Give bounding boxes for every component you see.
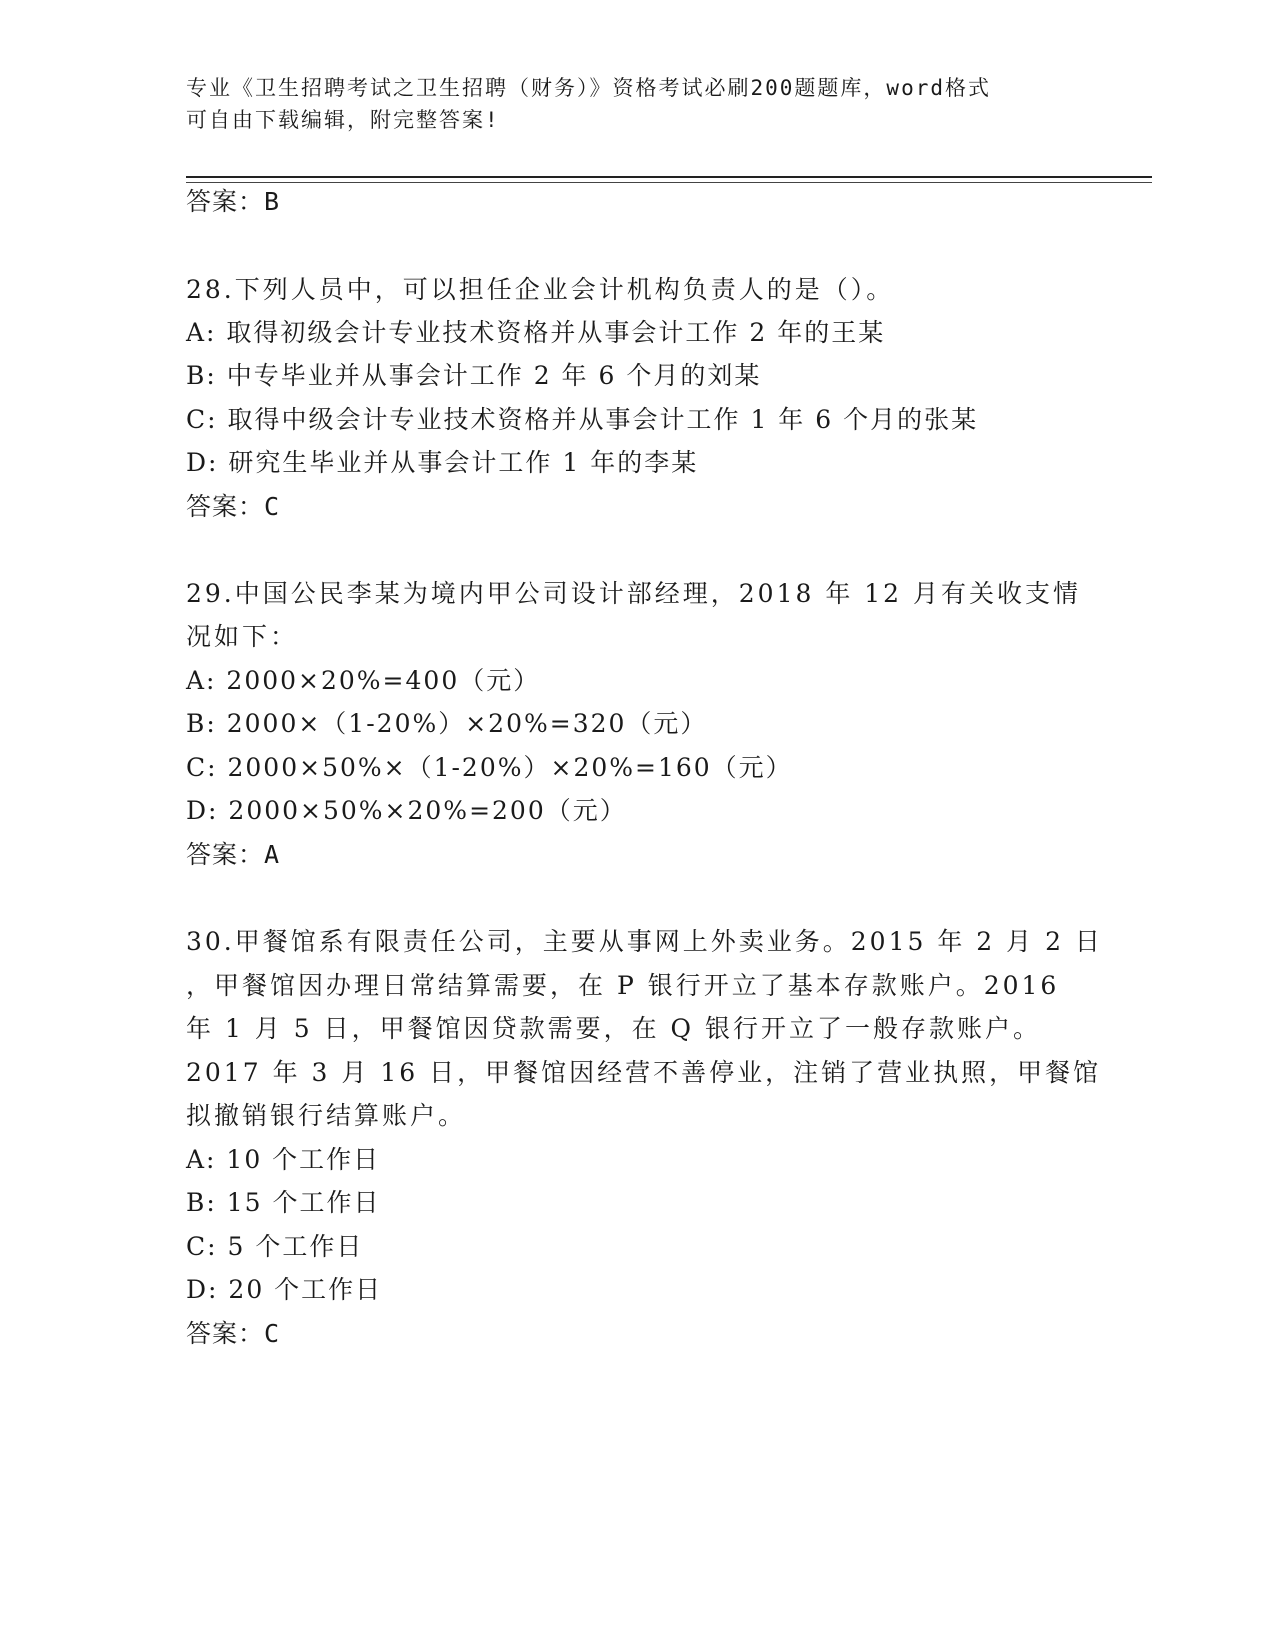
- question-28-option-b: B: 中专毕业并从事会计工作 2 年 6 个月的刘某: [186, 361, 762, 390]
- question-29-stem-line-1: 29.中国公民李某为境内甲公司设计部经理，2018 年 12 月有关收支情: [186, 579, 1082, 608]
- question-30-stem-line-2: ，甲餐馆因办理日常结算需要，在 P 银行开立了基本存款账户。2016: [186, 971, 1060, 1000]
- question-29-stem-line-2: 况如下：: [186, 622, 299, 651]
- question-30-answer: 答案：C: [186, 1319, 281, 1348]
- question-30-option-d: D: 20 个工作日: [186, 1275, 383, 1304]
- document-header: [186, 72, 1066, 136]
- header-line-1: 专业《卫生招聘考试之卫生招聘（财务）》资格考试必刷200题题库，word格式: [186, 76, 991, 100]
- question-30-stem-line-5: 拟撤销银行结算账户。: [186, 1101, 467, 1130]
- answer-prev: 答案：B: [186, 187, 281, 216]
- header-line-2: 可自由下载编辑，附完整答案!: [186, 108, 500, 132]
- question-28-option-d: D: 研究生毕业并从事会计工作 1 年的李某: [186, 448, 699, 477]
- question-28-stem: 28.下列人员中，可以担任企业会计机构负责人的是（）。: [186, 275, 895, 304]
- question-29-option-b: B: 2000×（1-20%）×20%=320（元）: [186, 709, 708, 738]
- question-29-option-c: C: 2000×50%×（1-20%）×20%=160（元）: [186, 753, 793, 782]
- question-30-stem-line-4: 2017 年 3 月 16 日，甲餐馆因经营不善停业，注销了营业执照，甲餐馆: [186, 1058, 1102, 1087]
- question-29-option-a: A: 2000×20%=400（元）: [186, 666, 541, 695]
- question-29-answer: 答案：A: [186, 840, 281, 869]
- question-29-option-d: D: 2000×50%×20%=200（元）: [186, 796, 627, 825]
- question-30-option-b: B: 15 个工作日: [186, 1188, 381, 1217]
- question-30-stem-line-1: 30.甲餐馆系有限责任公司，主要从事网上外卖业务。2015 年 2 月 2 日: [186, 927, 1103, 956]
- question-28-option-c: C: 取得中级会计专业技术资格并从事会计工作 1 年 6 个月的张某: [186, 405, 979, 434]
- question-28-option-a: A: 取得初级会计专业技术资格并从事会计工作 2 年的王某: [186, 318, 886, 347]
- header-rule-thin: [186, 182, 1152, 183]
- question-30-option-a: A: 10 个工作日: [186, 1145, 381, 1174]
- question-30-option-c: C: 5 个工作日: [186, 1232, 364, 1261]
- question-30-stem-line-3: 年 1 月 5 日，甲餐馆因贷款需要，在 Q 银行开立了一般存款账户。: [186, 1014, 1041, 1043]
- header-rule: [186, 176, 1152, 178]
- question-28-answer: 答案：C: [186, 492, 281, 521]
